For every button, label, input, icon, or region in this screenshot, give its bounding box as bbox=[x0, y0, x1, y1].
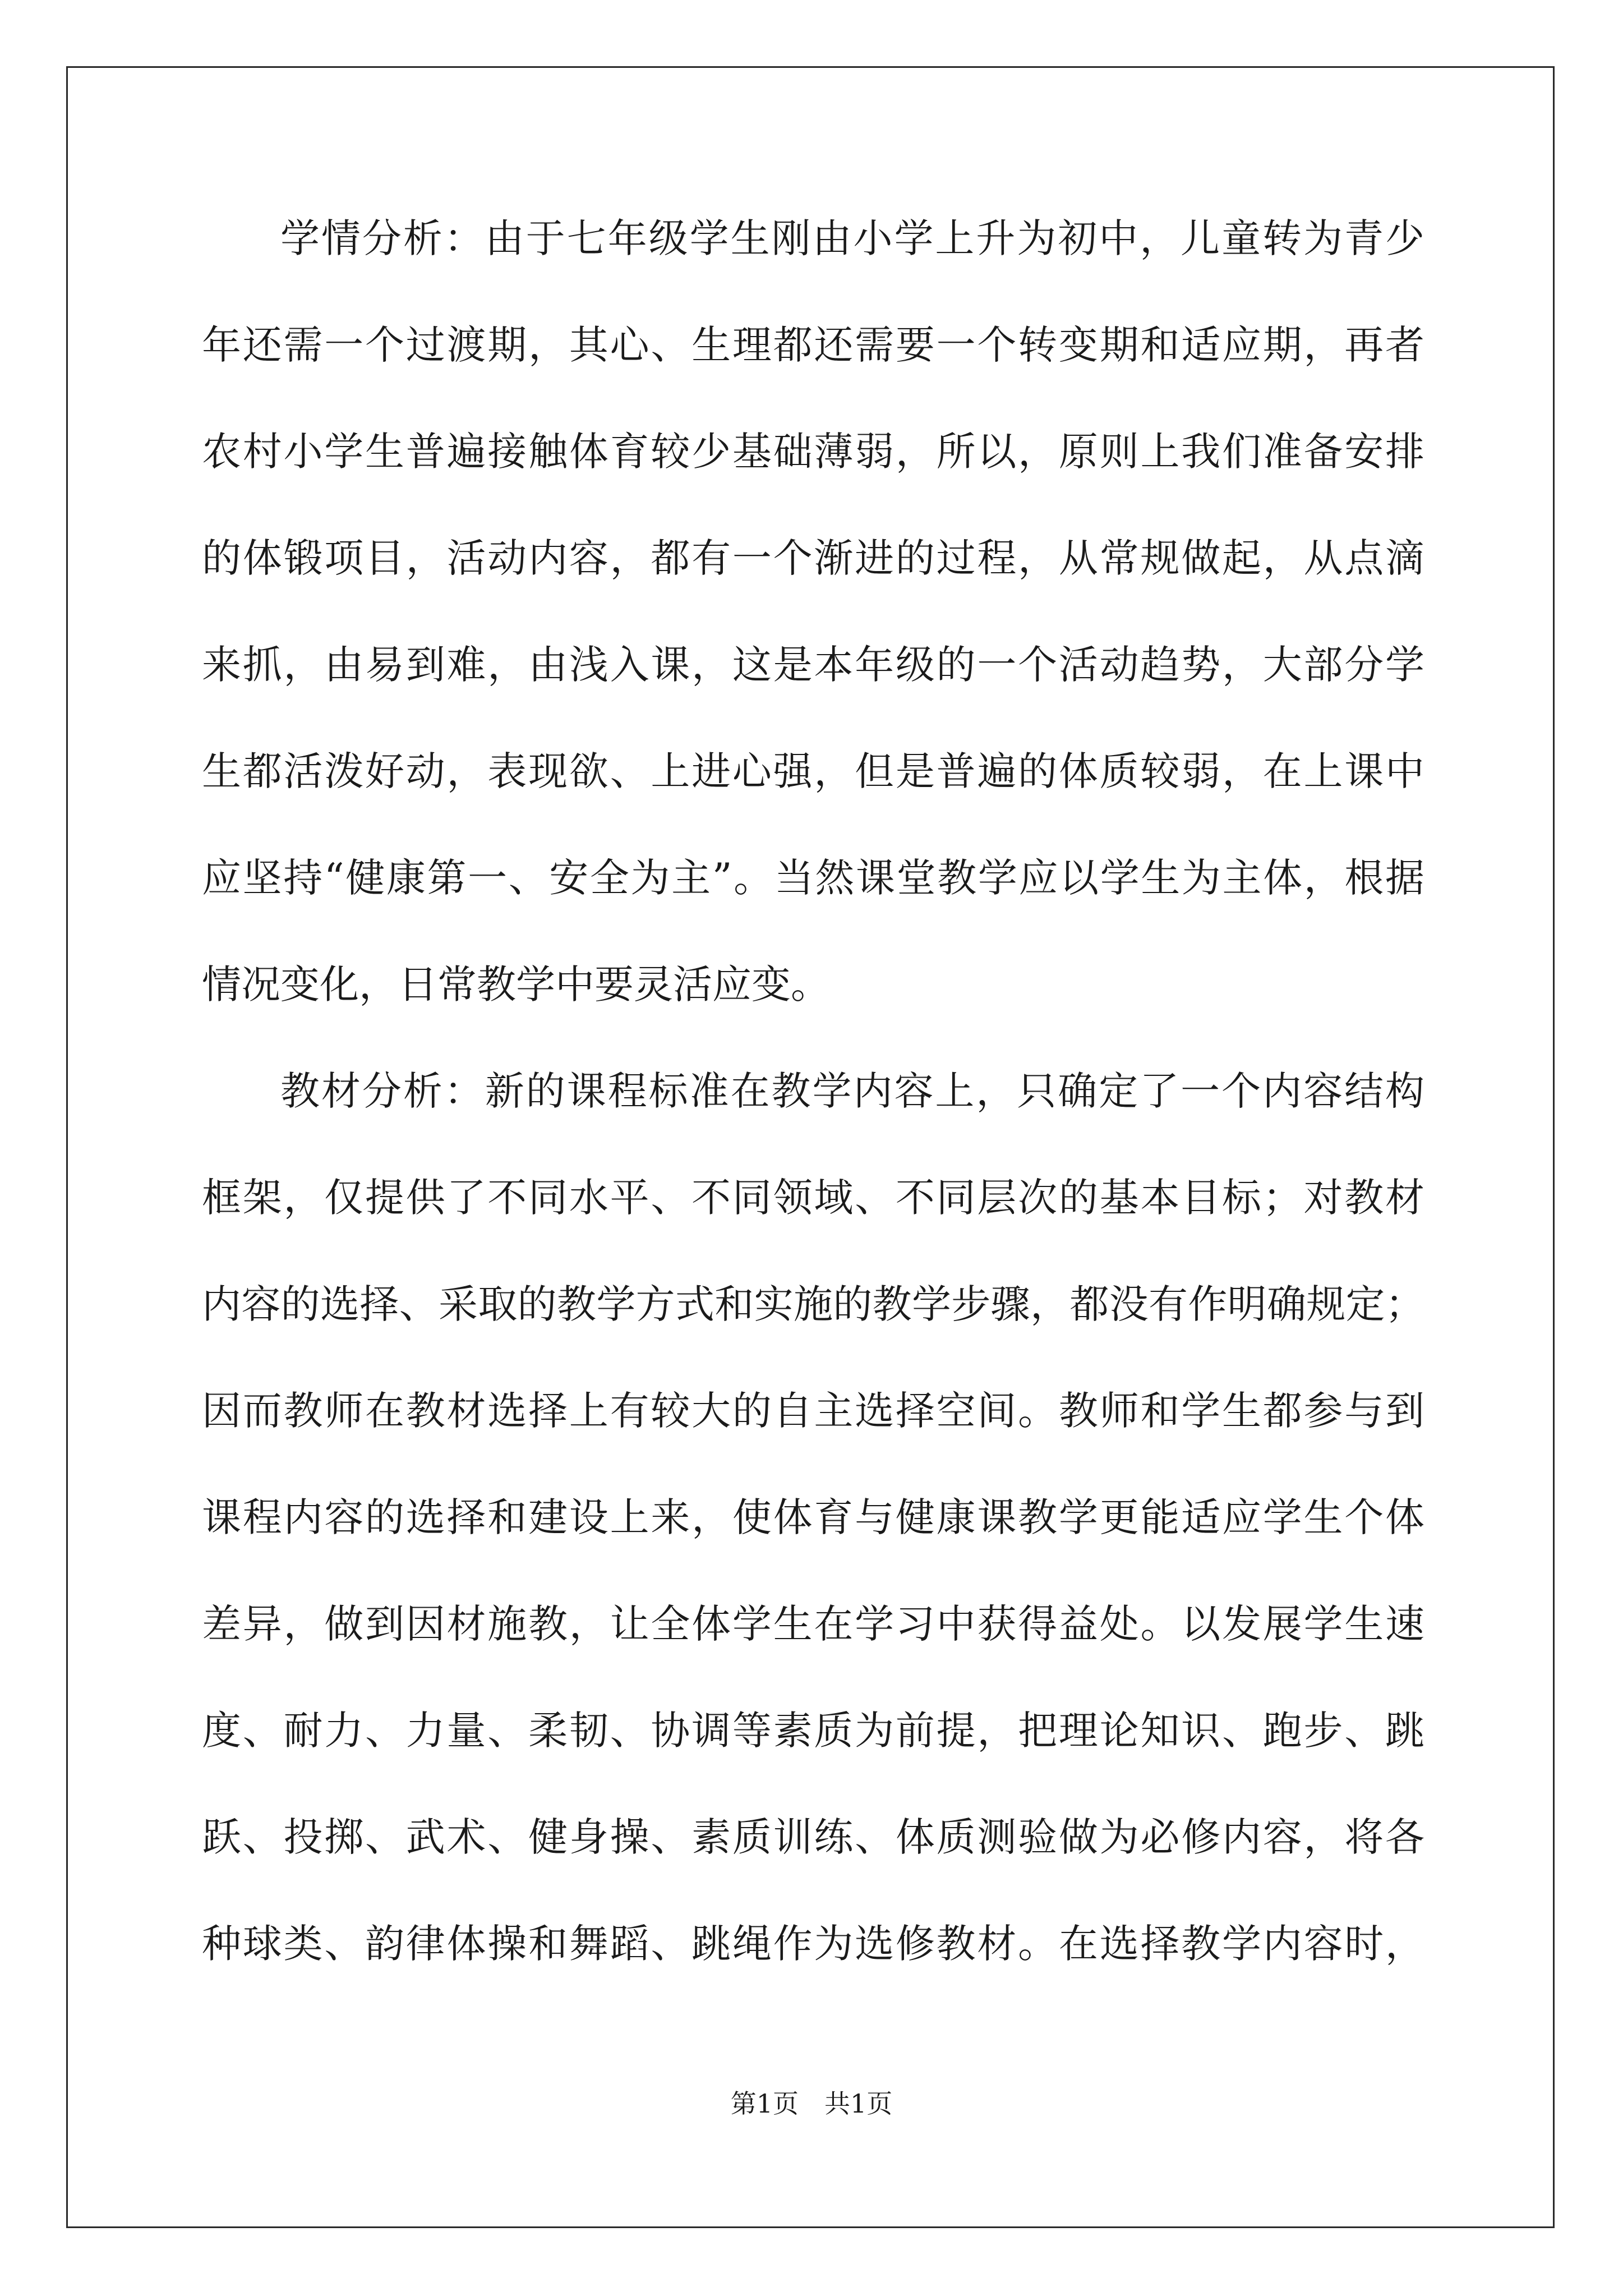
text-line: 来抓，由易到难，由浅入课，这是本年级的一个活动趋势，大部分学 bbox=[202, 642, 1424, 688]
text-line: 农村小学生普遍接触体育较少基础薄弱，所以，原则上我们准备安排 bbox=[202, 429, 1424, 475]
text-line: 种球类、韵律体操和舞蹈、跳绳作为选修教材。在选择教学内容时， bbox=[202, 1921, 1424, 1967]
text-line: 年还需一个过渡期，其心、生理都还需要一个转变期和适应期，再者 bbox=[202, 322, 1424, 368]
text-line: 应坚持“健康第一、安全为主”。当然课堂教学应以学生为主体，根据 bbox=[202, 855, 1424, 901]
text-line: 学情分析：由于七年级学生刚由小学上升为初中，儿童转为青少 bbox=[280, 215, 1424, 261]
text-line: 生都活泼好动，表现欲、上进心强，但是普遍的体质较弱，在上课中 bbox=[202, 748, 1424, 794]
document-body bbox=[202, 185, 1424, 1997]
text-line: 框架，仅提供了不同水平、不同领域、不同层次的基本目标；对教材 bbox=[202, 1175, 1424, 1221]
text-line: 跃、投掷、武术、健身操、素质训练、体质测验做为必修内容，将各 bbox=[202, 1814, 1424, 1860]
text-line: 情况变化，日常教学中要灵活应变。 bbox=[202, 961, 830, 1007]
text-line: 的体锻项目，活动内容，都有一个渐进的过程，从常规做起，从点滴 bbox=[202, 535, 1424, 581]
text-line: 课程内容的选择和建设上来，使体育与健康课教学更能适应学生个体 bbox=[202, 1494, 1424, 1540]
paragraph-textbook-analysis bbox=[202, 1038, 1424, 1997]
text-line: 差异，做到因材施教，让全体学生在学习中获得益处。以发展学生速 bbox=[202, 1601, 1424, 1647]
text-line: 教材分析：新的课程标准在教学内容上，只确定了一个内容结构 bbox=[280, 1068, 1424, 1114]
paragraph-student-analysis bbox=[202, 185, 1424, 1038]
text-line: 内容的选择、采取的教学方式和实施的教学步骤，都没有作明确规定； bbox=[202, 1281, 1424, 1327]
page-footer: 第1页 共1页 bbox=[730, 2088, 893, 2119]
text-line: 度、耐力、力量、柔韧、协调等素质为前提，把理论知识、跑步、跳 bbox=[202, 1708, 1424, 1754]
text-line: 因而教师在教材选择上有较大的自主选择空间。教师和学生都参与到 bbox=[202, 1388, 1424, 1434]
